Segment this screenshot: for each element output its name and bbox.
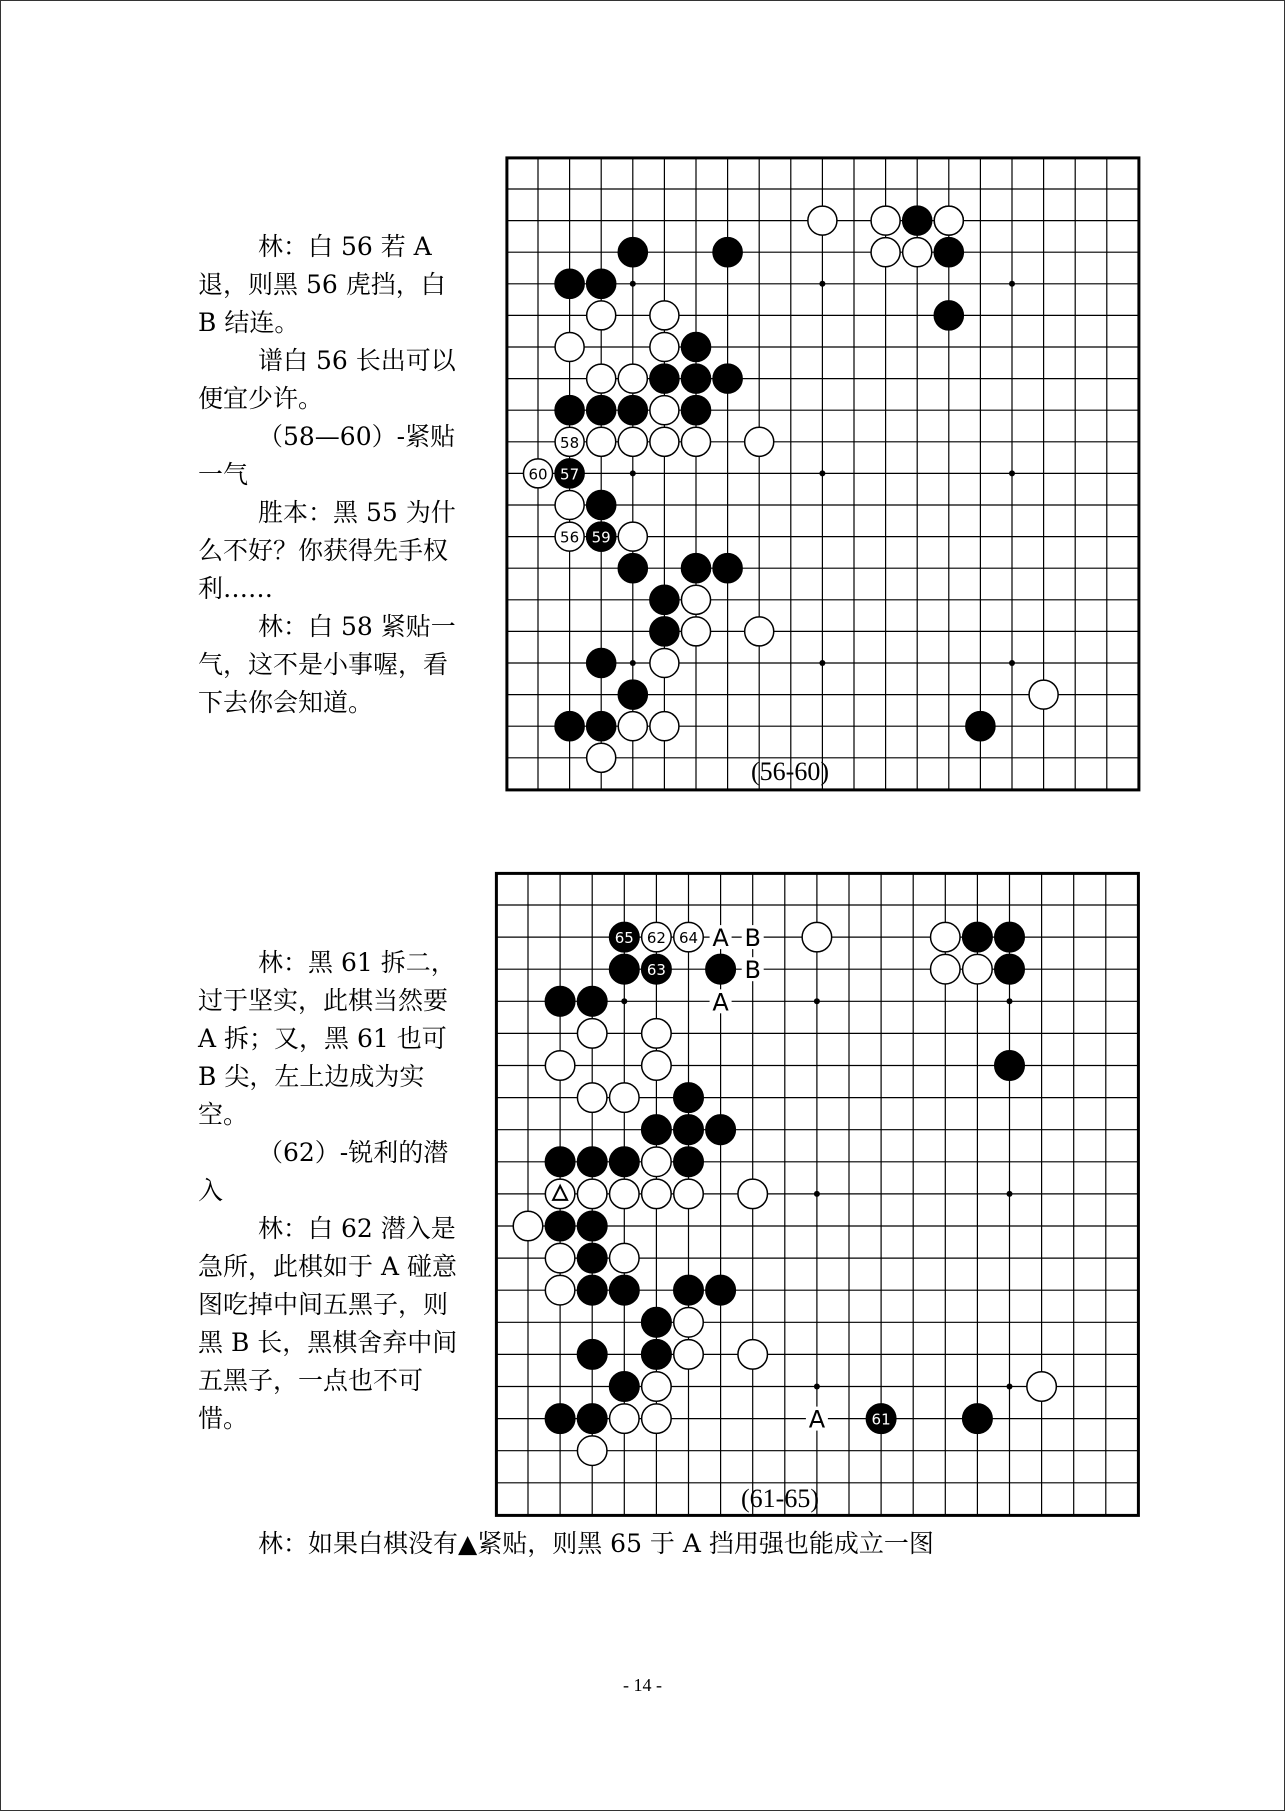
white-stone [650,301,679,330]
black-stone [642,1308,672,1338]
go-board-diagram-bottom [470,876,1090,1476]
black-stone [618,554,647,583]
stone-number: 65 [614,929,634,948]
black-stone [545,987,575,1017]
white-stone [642,1019,672,1049]
white-stone [610,1243,640,1273]
black-stone [681,364,710,393]
star-point [814,1191,820,1197]
top-commentary [198,228,468,722]
white-stone [618,522,647,551]
star-point [814,1384,820,1390]
black-stone [577,1243,607,1273]
star-point [630,660,636,666]
white-stone [745,427,774,456]
star-point [819,660,825,666]
white-stone [650,712,679,741]
white-stone [545,1275,575,1305]
comment-paragraph: 林：白 56 若 A 退，则黑 56 虎挡，白 B 结连。 [198,232,446,337]
star-point [1009,281,1015,287]
black-stone [934,301,963,330]
point-letter: A [808,1405,826,1434]
black-stone [706,954,736,984]
comment-paragraph: （62）-锐利的潜入 [198,1138,449,1205]
star-point [630,470,636,476]
white-stone [738,1340,768,1370]
black-stone [995,922,1025,952]
white-stone [545,1243,575,1273]
black-stone [610,1372,640,1402]
comment-paragraph: 林：黑 61 拆二，过于坚实，此棋当然要 A 拆；又，黑 61 也可 B 尖，左上边成为实空。 [198,948,456,1129]
board-grid [506,157,1139,790]
black-stone [963,1404,993,1434]
white-stone [587,301,616,330]
black-stone [610,954,640,984]
black-stone [674,1115,704,1145]
black-stone [587,712,616,741]
stone-number: 61 [871,1410,891,1429]
white-stone [618,712,647,741]
white-stone [745,617,774,646]
point-letter: A [712,988,729,1017]
white-stone [650,396,679,425]
black-stone [995,1051,1025,1081]
star-point [819,281,825,287]
white-stone [587,427,616,456]
white-stone [618,364,647,393]
white-stone [681,427,710,456]
comment-paragraph: 胜本：黑 55 为什么不好？你获得先手权利…… [198,498,456,603]
white-stone [610,1404,640,1434]
star-point [621,998,627,1004]
black-stone [674,1147,704,1177]
stone-number: 63 [646,961,666,980]
triangle-marked-stone [545,1179,575,1209]
black-stone [681,332,710,361]
bottom-commentary [198,944,468,1438]
white-stone [577,1436,607,1466]
black-stone [545,1147,575,1177]
white-stone [555,332,584,361]
black-stone [650,364,679,393]
black-stone [618,396,647,425]
board-grid [496,873,1139,1516]
stone-number: 56 [560,528,580,547]
white-stone [642,1372,672,1402]
white-stone [963,954,993,984]
black-stone [555,269,584,298]
go-board-diagram-top [480,160,1090,750]
white-stone [545,1051,575,1081]
black-stone [674,1083,704,1113]
black-stone [587,490,616,519]
point-letter: A [712,924,729,953]
white-stone [650,427,679,456]
white-stone [587,364,616,393]
stone-number: 59 [591,528,611,547]
black-stone [545,1211,575,1241]
white-stone [650,648,679,677]
page-number: - 14 - [623,1675,662,1695]
white-stone [802,922,832,952]
white-stone [577,1019,607,1049]
black-stone [577,1211,607,1241]
white-stone [642,1051,672,1081]
black-stone [706,1275,736,1305]
black-stone [577,1147,607,1177]
white-stone [650,332,679,361]
white-stone [642,1179,672,1209]
white-stone [903,238,932,267]
diagram-caption-top: (56-60) [751,757,829,786]
comment-paragraph: （58—60）-紧贴一气 [198,422,456,489]
black-stone [681,554,710,583]
stone-number: 62 [646,929,666,948]
black-stone [650,585,679,614]
black-stone [577,1340,607,1370]
stone-number: 64 [678,929,699,948]
black-stone [577,987,607,1017]
white-stone [642,1147,672,1177]
stone-number: 57 [560,465,580,484]
black-stone [713,364,742,393]
white-stone [577,1083,607,1113]
white-stone [610,1179,640,1209]
stone-number: 60 [528,465,548,484]
black-stone [545,1404,575,1434]
comment-paragraph: 林：白 58 紧贴一气，这不是小事喔，看下去你会知道。 [198,612,456,717]
white-stone [738,1179,768,1209]
black-stone [587,648,616,677]
star-point [1007,1191,1013,1197]
white-stone [674,1179,704,1209]
black-stone [995,954,1025,984]
black-stone [577,1275,607,1305]
star-point [1007,998,1013,1004]
black-stone [642,1115,672,1145]
star-point [1009,660,1015,666]
star-point [1009,470,1015,476]
black-stone [681,396,710,425]
numbered-white-stone [513,1211,543,1241]
black-stone [587,396,616,425]
black-stone [577,1404,607,1434]
star-point [1007,1384,1013,1390]
black-stone [713,554,742,583]
white-stone [871,238,900,267]
black-stone [674,1275,704,1305]
point-letter: B [744,956,761,985]
comment-paragraph: 林：白 62 潜入是急所，此棋如于 A 碰意图吃掉中间五黑子，则黑 B 长，黑棋舍弃中间五黑子，一点也不可惜。 [198,1214,458,1433]
black-stone [587,269,616,298]
stone-number: 58 [560,433,580,452]
black-stone [963,922,993,952]
white-stone [610,1083,640,1113]
white-stone [931,954,961,984]
black-stone [706,1115,736,1145]
black-stone [934,238,963,267]
black-stone [966,712,995,741]
black-stone [555,712,584,741]
comment-paragraph: 谱白 56 长出可以便宜少许。 [198,346,456,413]
point-letter: B [744,924,761,953]
white-stone [934,206,963,235]
star-point [819,470,825,476]
closing-note: 林：如果白棋没有▲紧贴，则黑 65 于 A 挡用强也能成立一图 [258,1529,934,1558]
black-stone [610,1275,640,1305]
white-stone [871,206,900,235]
white-stone [555,490,584,519]
white-stone [674,1308,704,1338]
white-stone [674,1340,704,1370]
white-stone [618,427,647,456]
black-stone [642,1340,672,1370]
white-stone [577,1179,607,1209]
diagram-caption-bottom: (61-65) [741,1484,819,1513]
black-stone [713,238,742,267]
black-stone [650,617,679,646]
white-stone [1029,680,1058,709]
white-stone [1027,1372,1057,1402]
white-stone [642,1404,672,1434]
white-stone [587,743,616,772]
star-point [630,281,636,287]
white-stone [931,922,961,952]
white-stone [808,206,837,235]
white-stone [681,617,710,646]
black-stone [903,206,932,235]
star-point [814,998,820,1004]
white-stone [681,585,710,614]
black-stone [618,238,647,267]
black-stone [610,1147,640,1177]
black-stone [618,680,647,709]
black-stone [555,396,584,425]
